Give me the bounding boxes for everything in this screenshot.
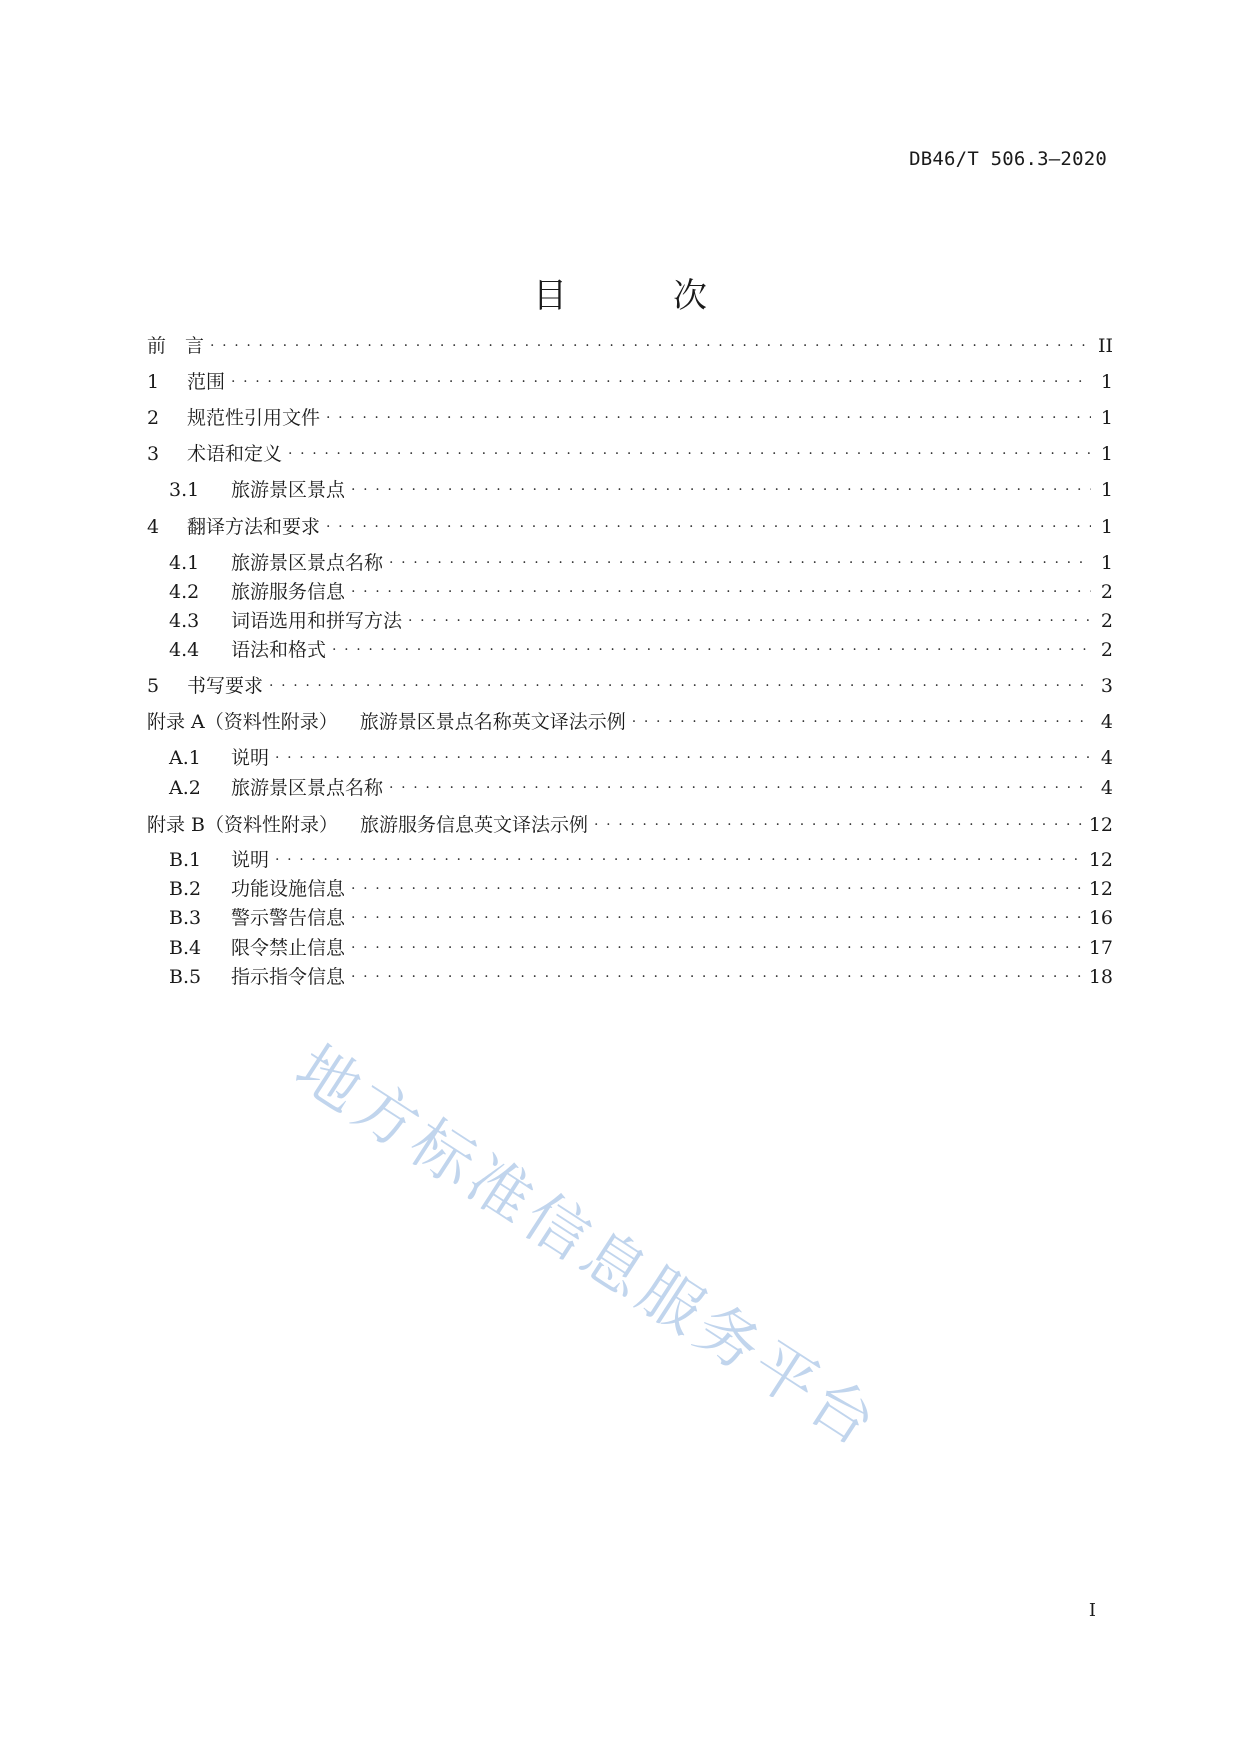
toc-entry-number: 4.1 bbox=[169, 552, 200, 574]
toc-entry-number: B.2 bbox=[169, 878, 202, 900]
dot-leader bbox=[275, 742, 1091, 764]
dot-leader bbox=[326, 402, 1091, 424]
toc-entry-number: 4.2 bbox=[169, 581, 200, 603]
dot-leader bbox=[351, 932, 1083, 954]
toc-entry[interactable] bbox=[147, 511, 1113, 539]
toc-entry-page: 1 bbox=[1100, 371, 1113, 393]
dot-leader bbox=[594, 809, 1083, 831]
dot-leader bbox=[288, 438, 1091, 460]
toc-entry-label: 书写要求 bbox=[187, 675, 264, 697]
toc-entry[interactable] bbox=[169, 576, 1113, 604]
toc-entry[interactable] bbox=[169, 474, 1113, 502]
toc-entry-number: 5 bbox=[147, 675, 160, 697]
toc-entry-page: II bbox=[1097, 335, 1113, 357]
toc-entry-number: 前 言 bbox=[147, 335, 205, 357]
dot-leader bbox=[231, 366, 1091, 388]
toc-entry-number: B.5 bbox=[169, 966, 202, 988]
toc-entry-label: 指示指令信息 bbox=[231, 966, 346, 988]
dot-leader bbox=[351, 474, 1091, 496]
toc-entry-page: 4 bbox=[1100, 747, 1113, 769]
dot-leader bbox=[275, 844, 1083, 866]
toc-entry-number: 4 bbox=[147, 516, 160, 538]
toc-entry[interactable] bbox=[169, 742, 1113, 770]
dot-leader bbox=[408, 605, 1091, 627]
toc-entry-page: 2 bbox=[1100, 581, 1113, 603]
dot-leader bbox=[389, 547, 1091, 569]
dot-leader bbox=[332, 634, 1091, 656]
toc-entry-page: 17 bbox=[1088, 937, 1113, 959]
toc-entry-page: 4 bbox=[1100, 711, 1113, 733]
toc-entry[interactable] bbox=[169, 961, 1113, 989]
toc-entry-page: 3 bbox=[1100, 675, 1113, 697]
toc-entry-page: 1 bbox=[1100, 479, 1113, 501]
toc-entry[interactable] bbox=[147, 670, 1113, 698]
toc-entry-label: 警示警告信息 bbox=[231, 907, 346, 929]
toc-entry-page: 12 bbox=[1088, 878, 1113, 900]
toc-entry-label: 说明 bbox=[231, 849, 270, 871]
toc-entry-number: 4.3 bbox=[169, 610, 200, 632]
toc-entry-label: 词语选用和拼写方法 bbox=[231, 610, 403, 632]
toc-entry-label: 旅游景区景点名称 bbox=[231, 777, 384, 799]
toc-entry-number: 4.4 bbox=[169, 639, 200, 661]
toc-entry-page: 12 bbox=[1088, 849, 1113, 871]
toc-entry-number: A.2 bbox=[169, 777, 201, 799]
toc-entry-label: 旅游景区景点名称英文译法示例 bbox=[359, 711, 626, 733]
toc-entry-label: 旅游景区景点名称 bbox=[231, 552, 384, 574]
toc-entry[interactable] bbox=[169, 772, 1113, 800]
toc-entry-number: 1 bbox=[147, 371, 160, 393]
toc-entry[interactable] bbox=[147, 366, 1113, 394]
toc-entry[interactable] bbox=[169, 634, 1113, 662]
toc-entry[interactable] bbox=[169, 902, 1113, 930]
toc-entry-number: B.3 bbox=[169, 907, 202, 929]
toc-entry[interactable] bbox=[169, 932, 1113, 960]
toc-entry-number: 3 bbox=[147, 443, 160, 465]
watermark: 地方标准信息服务平台 bbox=[283, 1030, 894, 1463]
dot-leader bbox=[351, 961, 1083, 983]
toc-entry-number: 附录 A（资料性附录） bbox=[147, 711, 338, 733]
toc-entry-label: 翻译方法和要求 bbox=[187, 516, 321, 538]
toc-entry-label: 功能设施信息 bbox=[231, 878, 346, 900]
toc-entry-number: 3.1 bbox=[169, 479, 200, 501]
toc-entry-label: 说明 bbox=[231, 747, 270, 769]
toc-entry-number: B.1 bbox=[169, 849, 202, 871]
toc-entry[interactable] bbox=[147, 706, 1113, 734]
page-title: 目 次 bbox=[533, 276, 743, 316]
toc-entry-page: 1 bbox=[1100, 443, 1113, 465]
toc-entry-label: 规范性引用文件 bbox=[187, 407, 321, 429]
toc-entry-label: 旅游服务信息英文译法示例 bbox=[360, 814, 589, 836]
dot-leader bbox=[632, 706, 1091, 728]
toc-entry-label: 语法和格式 bbox=[231, 639, 327, 661]
toc-entry-label: 限令禁止信息 bbox=[231, 937, 346, 959]
toc-entry-page: 1 bbox=[1100, 407, 1113, 429]
dot-leader bbox=[351, 873, 1083, 895]
toc-entry-page: 16 bbox=[1088, 907, 1113, 929]
toc-entry-page: 12 bbox=[1088, 814, 1113, 836]
toc-entry-number: B.4 bbox=[169, 937, 202, 959]
toc-entry-page: 4 bbox=[1100, 777, 1113, 799]
toc-entry-page: 2 bbox=[1100, 639, 1113, 661]
toc-entry-number: 附录 B（资料性附录） bbox=[147, 814, 339, 836]
toc-entry[interactable] bbox=[147, 330, 1113, 358]
toc-entry-page: 1 bbox=[1100, 552, 1113, 574]
toc-entry-number: 2 bbox=[147, 407, 160, 429]
dot-leader bbox=[351, 576, 1091, 598]
toc-entry-page: 2 bbox=[1100, 610, 1113, 632]
dot-leader bbox=[210, 330, 1091, 352]
toc-entry-number: A.1 bbox=[169, 747, 201, 769]
toc-entry[interactable] bbox=[169, 547, 1113, 575]
toc-entry[interactable] bbox=[169, 873, 1113, 901]
toc-entry[interactable] bbox=[147, 809, 1113, 837]
standard-code: DB46/T 506.3—2020 bbox=[909, 148, 1107, 170]
toc-entry[interactable] bbox=[169, 605, 1113, 633]
toc-entry-page: 1 bbox=[1100, 516, 1113, 538]
toc-entry-label: 旅游服务信息 bbox=[231, 581, 346, 603]
dot-leader bbox=[326, 511, 1091, 533]
dot-leader bbox=[351, 902, 1083, 924]
page-number: I bbox=[1088, 1600, 1096, 1621]
toc-entry-label: 范围 bbox=[187, 371, 226, 393]
toc-entry-label: 术语和定义 bbox=[187, 443, 283, 465]
dot-leader bbox=[269, 670, 1091, 692]
dot-leader bbox=[389, 772, 1091, 794]
toc-entry[interactable] bbox=[169, 844, 1113, 872]
toc-entry[interactable] bbox=[147, 402, 1113, 430]
toc-entry-page: 18 bbox=[1088, 966, 1113, 988]
toc-entry[interactable] bbox=[147, 438, 1113, 466]
toc-entry-label: 旅游景区景点 bbox=[231, 479, 346, 501]
